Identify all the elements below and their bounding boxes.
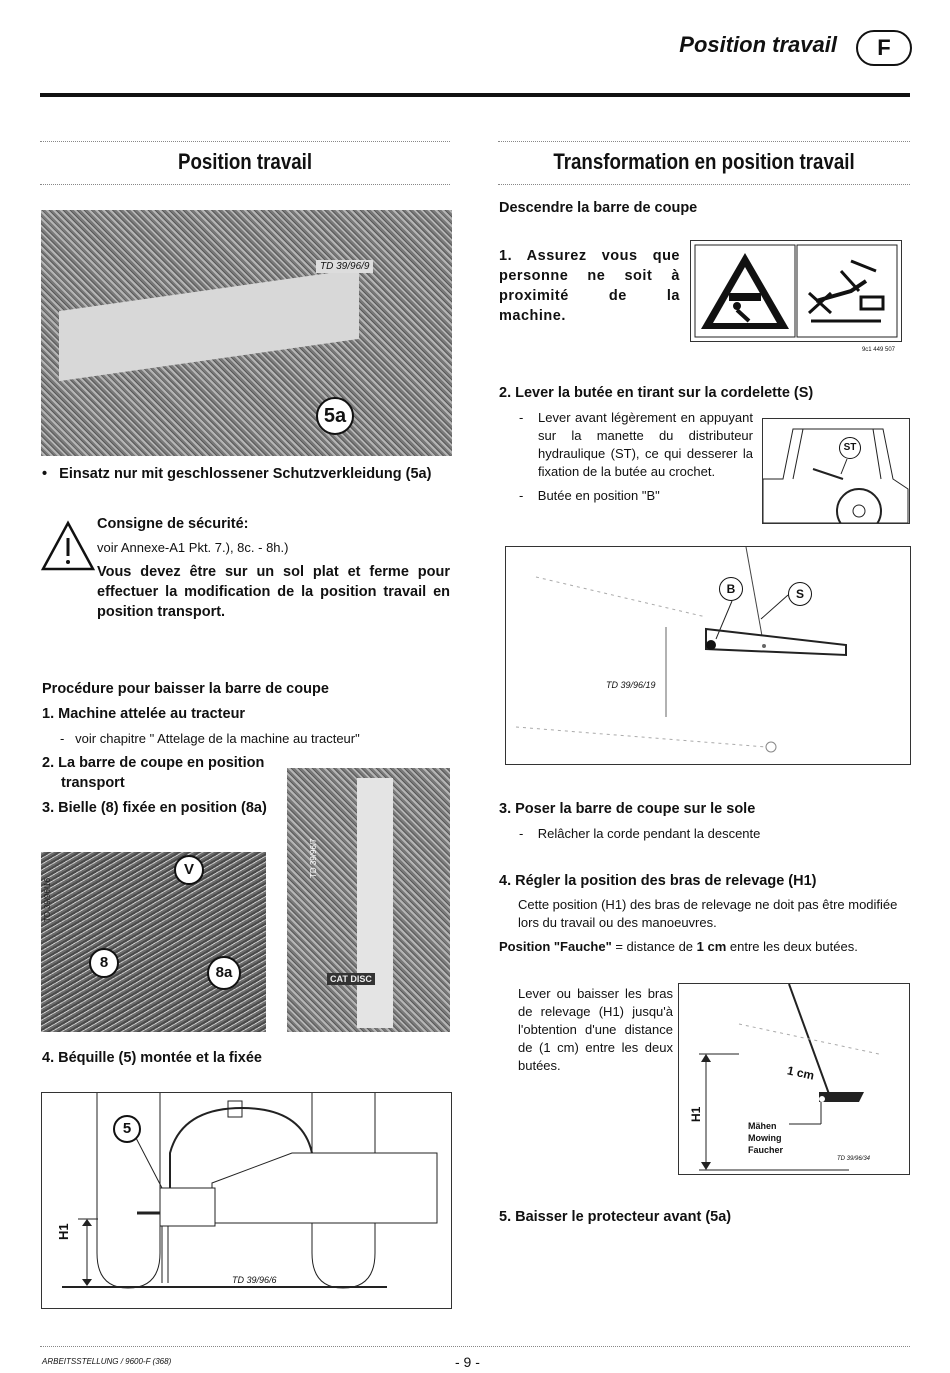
- photo-mower-field: [41, 210, 452, 456]
- latch-drawing: [506, 547, 910, 764]
- bullet-text: Einsatz nur mit geschlossener Schutzverkleidung (5a): [59, 466, 432, 482]
- 1cm-label: 1 cm: [785, 1063, 816, 1083]
- label-8: 8: [89, 948, 119, 978]
- step-3: 3. Bielle (8) fixée en position (8a): [42, 800, 267, 816]
- dash: -: [519, 410, 524, 425]
- crush-hazard-icon: [691, 241, 901, 341]
- step-r3: 3. Poser la barre de coupe sur le sole: [499, 801, 756, 817]
- safety-reference: voir Annexe-A1 Pkt. 7.), 8c. - 8h.): [97, 540, 289, 555]
- photo-ref: TD 39/96/9: [316, 260, 373, 273]
- photo-link-rod: [41, 852, 266, 1032]
- photo-tractor-transport: [287, 768, 450, 1032]
- mowing-labels: Mähen Mowing Faucher: [748, 1121, 784, 1155]
- safety-title: Consigne de sécurité:: [97, 516, 249, 532]
- guard-shape: [59, 269, 359, 381]
- diagram-stop-latch: [505, 546, 911, 765]
- photo-ref: TD 39/96/7: [309, 838, 318, 878]
- label-v: V: [174, 855, 204, 885]
- step-r4-text: Cette position (H1) des bras de relevage ne doit pas être modifiée lors du travail ou des manoeuvres.: [518, 897, 898, 930]
- label-b: B: [719, 577, 743, 601]
- diagram-ref: TD 39/96/19: [606, 680, 656, 690]
- header-rule: [40, 93, 910, 97]
- step-2: 2. La barre de coupe en position: [42, 755, 265, 771]
- step-r4-lever: Lever ou baisser les bras de relevage (H1) jusqu'à l'obtention d'une distance de (1 cm) entre les deux butées.: [518, 986, 673, 1073]
- pictogram-ref: 9c1 449 507: [861, 347, 895, 353]
- label-5: 5: [113, 1115, 141, 1143]
- language-badge: F: [856, 30, 912, 66]
- divider: [40, 141, 450, 142]
- step-4: 4. Béquille (5) montée et la fixée: [42, 1050, 262, 1066]
- label-st: ST: [839, 437, 861, 459]
- diagram-lift-arm: [678, 983, 910, 1175]
- label-s: S: [788, 582, 812, 606]
- photo-ref: TD 39/96/16: [43, 877, 52, 922]
- label-8a: 8a: [207, 956, 241, 990]
- h1-label: H1: [689, 1106, 703, 1122]
- h1-label: H1: [56, 1223, 71, 1240]
- footer-rule: [40, 1346, 910, 1347]
- page-number: - 9 -: [455, 1354, 480, 1370]
- lift-arm-drawing: [679, 984, 909, 1174]
- diagram-ref: TD 39/96/34: [837, 1156, 871, 1162]
- diagram-ref: TD 39/96/6: [232, 1275, 277, 1285]
- diagram-cab: [762, 418, 910, 524]
- diagram-stand: [41, 1092, 452, 1309]
- brand-label: CAT DISC: [327, 973, 375, 985]
- bullet-item: • Einsatz nur mit geschlossener Schutzverkleidung (5a): [42, 466, 432, 482]
- divider: [498, 184, 910, 185]
- footer-doc-ref: ARBEITSSTELLUNG / 9600-F (368): [42, 1357, 172, 1366]
- label-5a: 5a: [316, 397, 354, 435]
- step-r4-position: Position "Fauche" = distance de 1 cm entre les deux butées.: [499, 939, 858, 954]
- step-r3-sub: - Relâcher la corde pendant la descente: [519, 826, 761, 841]
- step-1: 1. Machine attelée au tracteur: [42, 706, 246, 722]
- warning-pictogram: [690, 240, 902, 353]
- step-1-sub: - voir chapitre " Attelage de la machine au tracteur": [60, 731, 360, 746]
- sub-title: Descendre la barre de coupe: [499, 200, 698, 216]
- raised-bar-shape: [357, 778, 393, 1028]
- divider: [498, 141, 910, 142]
- divider: [40, 184, 450, 185]
- step-r1: 1. Assurez vous que personne ne soit à proximité de la machine.: [499, 248, 680, 324]
- safety-warning: Vous devez être sur un sol plat et ferme pour effectuer la modification de la position travail en position transport.: [97, 564, 450, 620]
- cab-drawing: [763, 419, 909, 523]
- step-r5: 5. Baisser le protecteur avant (5a): [499, 1209, 732, 1225]
- step-r4: 4. Régler la position des bras de relevage (H1): [499, 873, 817, 889]
- step-r2-sub2: - Butée en position "B": [519, 488, 660, 503]
- step-2-cont: transport: [61, 775, 125, 791]
- step-r2-sub1: Lever avant légèrement en appuyant sur la manette du distributeur hydraulique (ST), ce qui desserer la fixation de la butée au crochet.: [538, 410, 753, 479]
- page-header-title: Position travail: [679, 32, 837, 57]
- warning-triangle-icon: [40, 520, 96, 572]
- left-section-title: Position travail: [177, 149, 313, 174]
- step-r2: 2. Lever la butée en tirant sur la cordelette (S): [499, 385, 814, 401]
- right-section-title: Transformation en position travail: [553, 149, 855, 174]
- procedure-title: Procédure pour baisser la barre de coupe: [42, 681, 329, 697]
